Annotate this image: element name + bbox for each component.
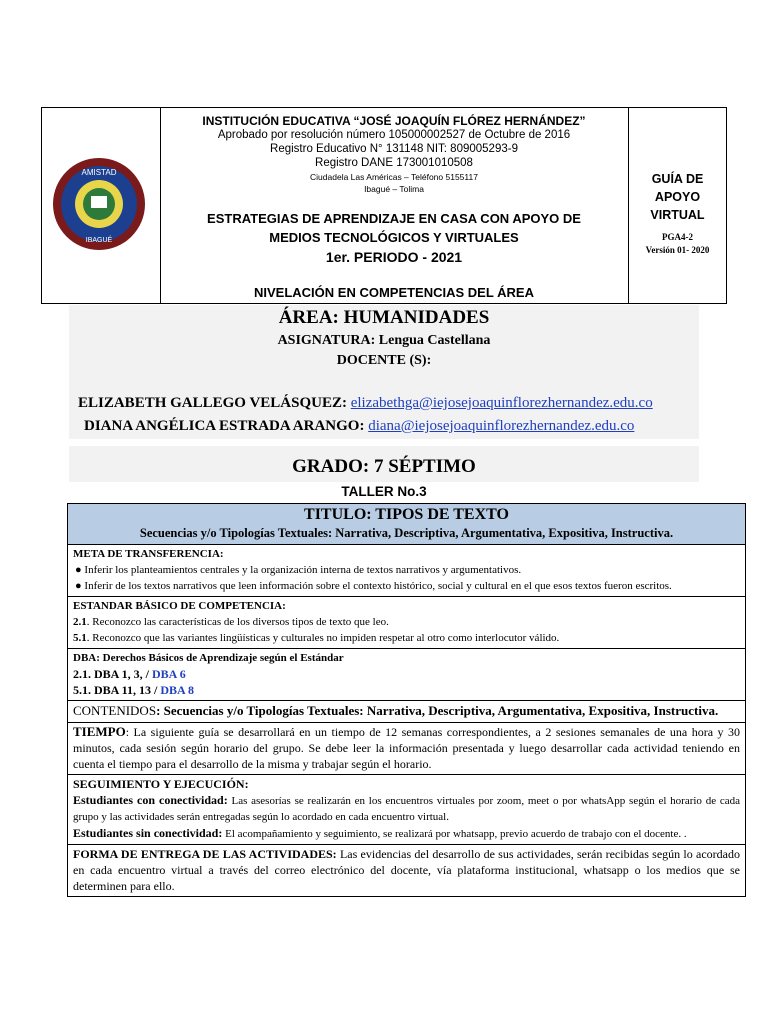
title-row [68, 504, 745, 545]
guide-label [629, 170, 726, 224]
delivery-row [68, 845, 745, 896]
grade-title: GRADO: 7 SÉPTIMO [292, 456, 476, 477]
guide-line-2: APOYO [654, 190, 701, 204]
logo-cell [42, 108, 161, 303]
teacher-1 [78, 395, 653, 412]
standard-number: 5.1 [73, 632, 87, 644]
address-line: Ciudadela Las Américas – Teléfono 5155117 [310, 172, 478, 182]
with-connectivity [73, 792, 740, 825]
standard-item [73, 614, 740, 630]
meta-item: ● Inferir de los textos narrativos que leen información sobre el contexto histórico, social y cultural en el que esos textos fueron escritos. [75, 580, 672, 592]
teacher-1-email-link[interactable]: elizabethga@iejosejoaquinflorezhernandez.edu.co [350, 395, 653, 411]
approval-line: Aprobado por resolución número 105000002527 de Octubre de 2016 [217, 129, 571, 141]
teacher-2 [84, 418, 634, 435]
document-header [41, 107, 727, 304]
guide-line-1: GUÍA DE [651, 172, 704, 186]
standard-heading: ESTANDAR BÁSICO DE COMPETENCIA: [73, 600, 286, 612]
delivery-text: Las evidencias del desarrollo de sus actividades, serán recibidas según lo acordado en cada encuentro virtual a través del correo electrónico del docente, vía plataforma institucional, whatsapp o los medios que se determinen para ello. [73, 847, 740, 893]
contents-text: : Secuencias y/o Tipologías Textuales: Narrativa, Descriptiva, Argumentativa, Expositiva, Instructiva. [156, 703, 719, 718]
teacher-2-name: DIANA ANGÉLICA ESTRADA ARANGO: [84, 418, 365, 434]
header-center-cell [160, 108, 629, 303]
dba-item [73, 682, 740, 698]
standard-number: 2.1 [73, 616, 87, 628]
meta-heading: META DE TRANSFERENCIA: [73, 548, 224, 560]
dba-link[interactable]: DBA 8 [160, 683, 195, 697]
meta-item: ● Inferir los planteamientos centrales y la organización interna de textos narrativos y argumentativos. [75, 564, 522, 576]
with-connectivity-label: Estudiantes con conectividad: [73, 793, 228, 807]
leveling-title: NIVELACIÓN EN COMPETENCIAS DEL ÁREA [253, 285, 534, 300]
dba-text: 5.1. DBA 11, 13 / [73, 683, 161, 697]
dba-row [68, 649, 745, 701]
contents-row [68, 701, 745, 723]
follow-row [68, 775, 745, 845]
area-title: ÁREA: HUMANIDADES [278, 307, 490, 328]
time-row [68, 723, 745, 775]
guide-subtitle: Secuencias y/o Tipologías Textuales: Narrativa, Descriptiva, Argumentativa, Expositiva, Instructiva. [139, 526, 674, 540]
workshop-title: TALLER No.3 [341, 484, 427, 499]
header-right-cell [629, 108, 726, 303]
standard-text: . Reconozco las características de los diversos tipos de texto que leo. [86, 616, 389, 628]
dba-text: 2.1. DBA 1, 3, / [73, 667, 153, 681]
time-label: TIEMPO [73, 724, 126, 739]
contents-label: CONTENIDOS [73, 703, 157, 718]
meta-item-text: Inferir de los textos narrativos que leen información sobre el contexto histórico, social y cultural en el que esos textos fueron escritos. [84, 580, 672, 592]
meta-item-text: Inferir los planteamientos centrales y la organización interna de textos narrativos y argumentativos. [84, 564, 522, 576]
follow-heading: SEGUIMIENTO Y EJECUCIÓN: [73, 777, 249, 791]
city-line: Ibagué – Tolima [364, 184, 424, 194]
teachers-label: DOCENTE (S): [336, 353, 432, 368]
document-version: Versión 01- 2020 [645, 245, 710, 255]
subject-line: ASIGNATURA: Lengua Castellana [277, 333, 491, 348]
dba-link[interactable]: DBA 6 [152, 667, 186, 681]
teacher-1-name: ELIZABETH GALLEGO VELÁSQUEZ: [78, 395, 347, 411]
with-connectivity-text: Las asesorías se realizarán en los encuentros virtuales por zoom, meet o por whatsApp según el horario de cada grupo y las actividades serán entregadas según lo acordado en cada encuentro virtual. [73, 795, 740, 823]
standard-item [73, 630, 740, 646]
standard-text: . Reconozco que las variantes lingüísticas y culturales no impiden respetar al otro como interlocutor válido. [86, 632, 560, 644]
school-logo [51, 156, 147, 252]
teacher-2-email-link[interactable]: diana@iejosejoaquinflorezhernandez.edu.co [368, 418, 635, 434]
guide-title: TITULO: TIPOS DE TEXTO [304, 506, 509, 523]
strategy-line-2: MEDIOS TECNOLÓGICOS Y VIRTUALES [269, 230, 519, 245]
period: 1er. PERIODO - 2021 [325, 249, 463, 265]
without-connectivity-text: El acompañamiento y seguimiento, se realizará por whatsapp, previo acuerdo de trabajo con el docente. . [222, 828, 687, 840]
strategy-line-1: ESTRATEGIAS DE APRENDIZAJE EN CASA CON APOYO DE [207, 211, 581, 226]
without-connectivity-label: Estudiantes sin conectividad: [73, 826, 223, 840]
dane-line: Registro DANE 173001010508 [315, 157, 473, 169]
guide-line-3: VIRTUAL [650, 208, 705, 222]
registry-line: Registro Educativo N° 131148 NIT: 809005293-9 [270, 143, 518, 155]
guide-table [67, 503, 746, 897]
meta-row [68, 545, 745, 597]
time-text: : La siguiente guía se desarrollará en un tiempo de 12 semanas correspondientes, a 2 sesiones semanales de una hora y 30 minutos, cada sesión según horario del grupo. Se debe leer la información presentada y luego desarrollar cada actividad teniendo en cuenta el tiempo para el desarrollo de la misma y trabajar según el horario. [73, 725, 740, 771]
logo-top-text: AMISTAD [81, 168, 117, 177]
standard-row [68, 597, 745, 649]
dba-item [73, 666, 740, 682]
document-code: PGA4-2 [662, 232, 693, 242]
without-connectivity [73, 825, 740, 842]
institution-name: INSTITUCIÓN EDUCATIVA “JOSÉ JOAQUÍN FLÓREZ HERNÁNDEZ” [202, 114, 586, 128]
delivery-label: FORMA DE ENTREGA DE LAS ACTIVIDADES: [73, 847, 337, 861]
logo-bottom-text: IBAGUÉ [85, 237, 113, 244]
dba-heading: DBA: Derechos Básicos de Aprendizaje según el Estándar [73, 652, 344, 664]
